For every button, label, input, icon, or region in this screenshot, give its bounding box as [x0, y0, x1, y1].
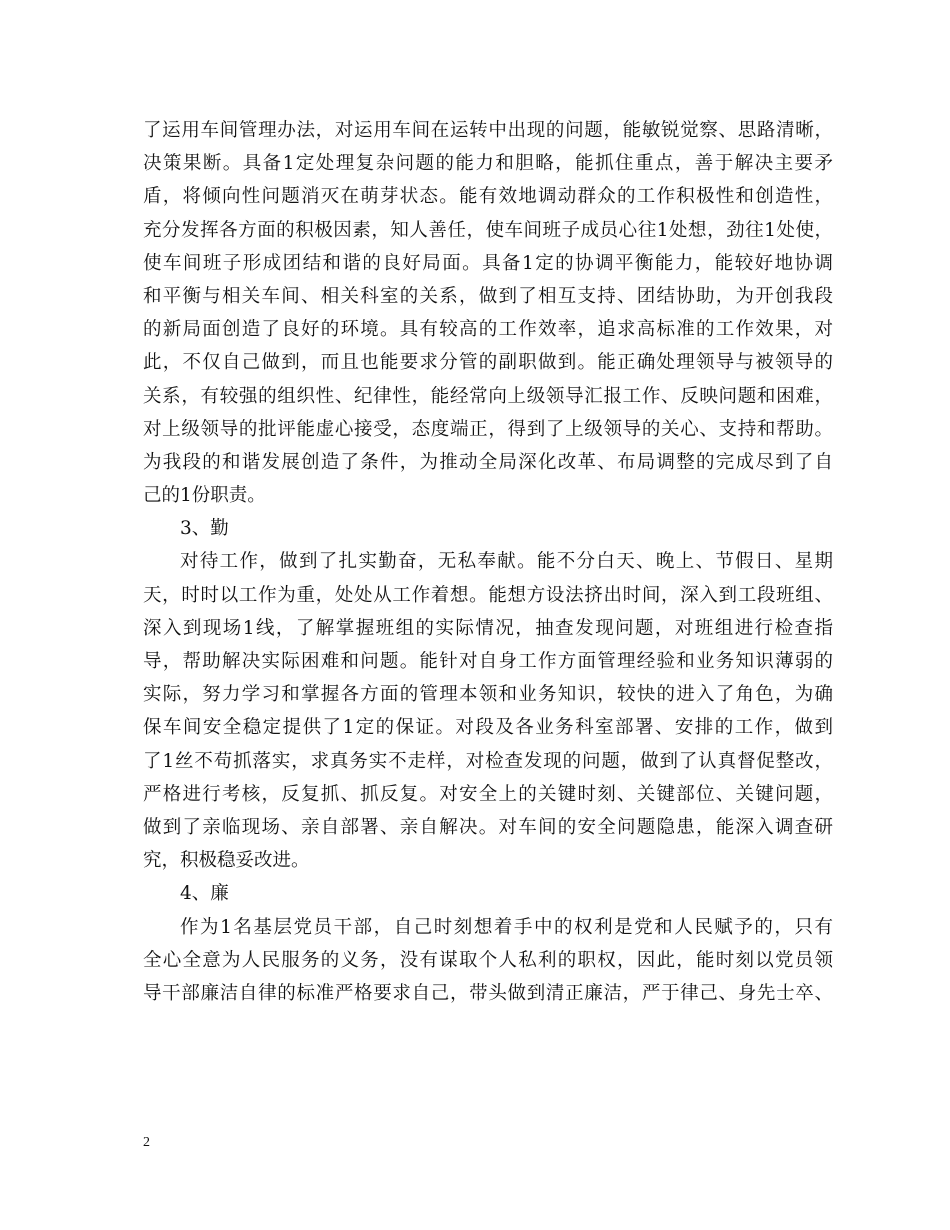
- text-line: 保车间安全稳定提供了1定的保证。对段及各业务科室部署、安排的工作，做到: [143, 717, 833, 739]
- text-line: 深入到现场1线，了解掌握班组的实际情况，抽查发现问题，对班组进行检查指: [143, 617, 833, 639]
- text-line: 充分发挥各方面的积极因素，知人善任，使车间班子成员心往1处想，劲往1处使，: [143, 219, 833, 241]
- text-line: 导，帮助解决实际困难和问题。能针对自身工作方面管理经验和业务知识薄弱的: [143, 651, 833, 672]
- document-body: [143, 114, 833, 1010]
- page-number: 2: [143, 1135, 150, 1150]
- text-line: 盾，将倾向性问题消灭在萌芽状态。能有效地调动群众的工作积极性和创造性，: [143, 186, 833, 208]
- text-line: 对上级领导的批评能虚心接受，态度端正，得到了上级领导的关心、支持和帮助。: [143, 418, 833, 440]
- section-heading: 4、廉: [180, 883, 229, 905]
- text-line: 全心全意为人民服务的义务，没有谋取个人私利的职权，因此，能时刻以党员领: [143, 949, 833, 971]
- text-line: 使车间班子形成团结和谐的良好局面。具备1定的协调平衡能力，能较好地协调: [143, 252, 833, 274]
- text-line: 实际，努力学习和掌握各方面的管理本领和业务知识，较快的进入了角色，为确: [143, 684, 833, 706]
- text-line: 究，积极稳妥改进。: [143, 850, 310, 872]
- text-line: 天，时时以工作为重，处处从工作着想。能想方设法挤出时间，深入到工段班组、: [143, 584, 833, 606]
- text-line: 严格进行考核，反复抓、抓反复。对安全上的关键时刻、关键部位、关键问题，: [143, 783, 833, 805]
- text-line: 决策果断。具备1定处理复杂问题的能力和胆略，能抓住重点，善于解决主要矛: [143, 153, 833, 175]
- text-line: 了1丝不苟抓落实，求真务实不走样，对检查发现的问题，做到了认真督促整改，: [143, 750, 833, 772]
- text-line: 对待工作，做到了扎实勤奋，无私奉献。能不分白天、晚上、节假日、星期: [180, 551, 833, 573]
- text-line: 做到了亲临现场、亲自部署、亲自解决。对车间的安全问题隐患，能深入调查研: [143, 816, 833, 838]
- text-line: 为我段的和谐发展创造了条件，为推动全局深化改革、布局调整的完成尽到了自: [143, 451, 833, 473]
- text-line: 和平衡与相关车间、相关科室的关系，做到了相互支持、团结协助，为开创我段: [143, 285, 833, 307]
- text-line: 关系，有较强的组织性、纪律性，能经常向上级领导汇报工作、反映问题和困难，: [143, 385, 833, 407]
- text-line: 导干部廉洁自律的标准严格要求自己，带头做到清正廉洁，严于律己、身先士卒、: [143, 982, 833, 1004]
- text-line: 此，不仅自己做到，而且也能要求分管的副职做到。能正确处理领导与被领导的: [143, 352, 833, 374]
- text-line: 的新局面创造了良好的环境。具有较高的工作效率，追求高标准的工作效果，对: [143, 319, 833, 341]
- section-heading: 3、勤: [180, 518, 229, 540]
- text-line: 己的1份职责。: [143, 485, 266, 507]
- text-line: 作为1名基层党员干部，自己时刻想着手中的权利是党和人民赋予的，只有: [180, 916, 833, 938]
- text-line: 了运用车间管理办法，对运用车间在运转中出现的问题，能敏锐觉察、思路清晰，: [143, 120, 833, 141]
